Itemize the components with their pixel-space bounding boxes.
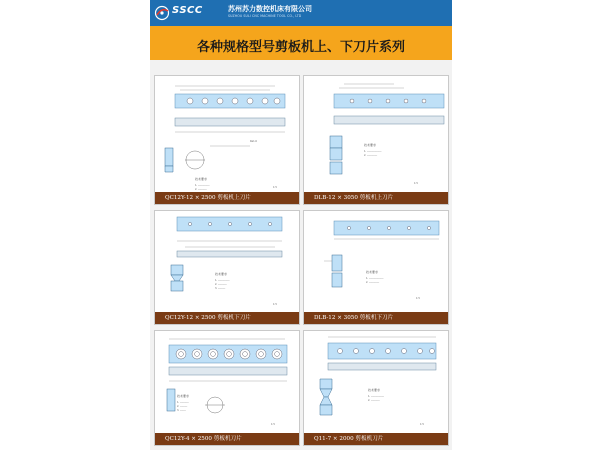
panel-label: QC12Y-12 × 2500 剪板机上刀片 xyxy=(155,192,299,204)
company-logo-icon xyxy=(154,5,172,21)
drawing-panel-3 xyxy=(154,210,300,325)
tech-note-title: 技术要求 xyxy=(215,272,228,276)
drawing-panel-1 xyxy=(154,75,300,205)
company-header xyxy=(150,0,452,26)
tech-note-title: 技术要求 xyxy=(366,270,379,274)
blade-drawing xyxy=(155,76,299,204)
catalog-page xyxy=(150,0,452,450)
svg-text:1. ──────────: 1. ────────── xyxy=(364,150,382,153)
drawing-panel-5 xyxy=(154,330,300,446)
panel-label: Q11-7 × 2000 剪板机刀片 xyxy=(304,433,448,445)
svg-text:2. ───────: 2. ─────── xyxy=(364,154,378,157)
panel-label: QC12Y-4 × 2500 剪板机刀片 xyxy=(155,433,299,445)
svg-text:1. ──────: 1. ────── xyxy=(177,401,189,404)
scale-text: 1:5 xyxy=(271,423,275,426)
drawing-panel-6 xyxy=(303,330,449,446)
tech-note-title: 技术要求 xyxy=(195,177,208,181)
svg-text:1. ────────: 1. ──────── xyxy=(195,184,210,187)
svg-text:2. ───────: 2. ─────── xyxy=(366,281,380,284)
svg-text:Ra1.6: Ra1.6 xyxy=(250,140,257,143)
panel-label: DLB-12 × 3050 剪板机上刀片 xyxy=(304,192,448,204)
svg-text:3. ─────: 3. ───── xyxy=(215,287,226,290)
scale-text: 1:5 xyxy=(420,423,424,426)
svg-text:2. ─────: 2. ───── xyxy=(177,405,188,408)
blade-drawing xyxy=(155,331,299,445)
blade-drawing xyxy=(304,211,448,324)
panel-label: DLB-12 × 3050 剪板机下刀片 xyxy=(304,312,448,324)
logo-text: SSCC xyxy=(172,5,203,16)
blade-drawing xyxy=(304,76,448,204)
blade-drawing xyxy=(155,211,299,324)
drawing-panel-2 xyxy=(303,75,449,205)
svg-text:1. ────────: 1. ──────── xyxy=(215,279,230,282)
tech-note-title: 技术要求 xyxy=(368,388,381,392)
scale-text: 1:5 xyxy=(273,303,277,306)
scale-text: 1:5 xyxy=(273,186,277,189)
page-title: 各种规格型号剪板机上、下刀片系列 xyxy=(196,40,405,55)
svg-text:3. ────: 3. ──── xyxy=(177,409,186,412)
svg-text:1. ─────────: 1. ───────── xyxy=(368,395,384,398)
svg-text:1. ──────────: 1. ────────── xyxy=(366,277,384,280)
svg-text:2. ──────: 2. ────── xyxy=(368,399,380,402)
drawing-panel-4 xyxy=(303,210,449,325)
scale-text: 1:5 xyxy=(416,297,420,300)
company-name: 苏州苏力数控机床有限公司 xyxy=(228,5,312,13)
tech-note-title: 技术要求 xyxy=(177,394,190,398)
panel-label: QC12Y-12 × 2500 剪板机下刀片 xyxy=(155,312,299,324)
tech-note-title: 技术要求 xyxy=(364,143,377,147)
svg-text:2. ──────: 2. ────── xyxy=(215,283,227,286)
company-name-en: SUZHOU SULI CNC MACHINE TOOL CO., LTD xyxy=(228,14,302,18)
blade-drawing xyxy=(304,331,448,445)
svg-text:2. ──────: 2. ────── xyxy=(195,188,207,191)
scale-text: 1:5 xyxy=(414,182,418,185)
